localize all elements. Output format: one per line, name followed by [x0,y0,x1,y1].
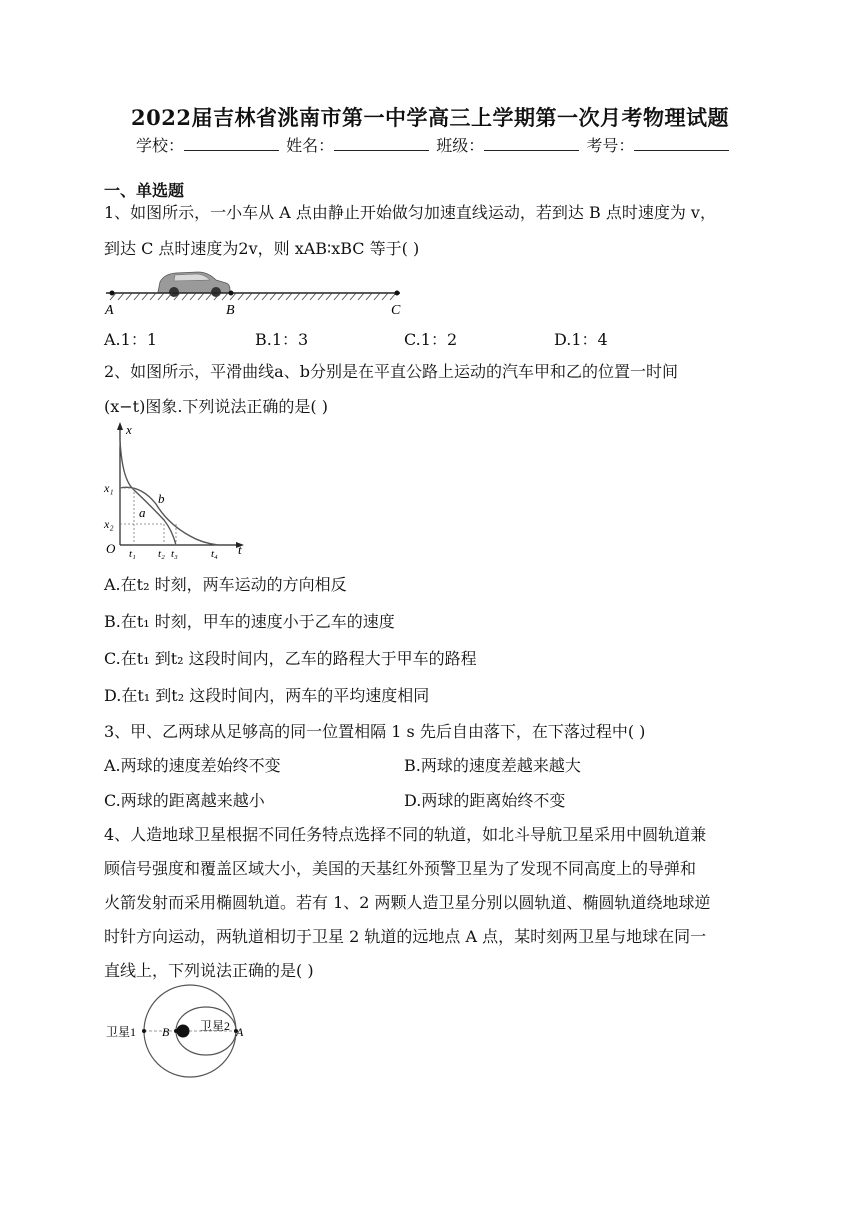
curve-b [120,487,218,545]
ground-hatching [110,293,396,300]
q1-stem-line2: 到达 C 点时速度为2v，则 xAB∶xBC 等于( ) [104,239,420,258]
q1-option-d[interactable]: D.1：4 [554,330,608,349]
point-b-dot [229,291,234,296]
point-b-label: B [162,1025,170,1039]
q4-figure-orbits [100,984,270,1084]
satellite-1-dot [142,1029,146,1033]
q2-option-a[interactable]: A.在t₂ 时刻，两车运动的方向相反 [104,575,347,594]
q3-option-d[interactable]: D.两球的距离始终不变 [404,791,566,810]
exam-no-blank[interactable] [634,136,729,151]
satellite-2-label: 卫星2 [200,1019,231,1033]
school-blank[interactable] [184,136,279,151]
q3-option-b[interactable]: B.两球的速度差越来越大 [404,756,581,775]
q2-option-c[interactable]: C.在t₁ 到t₂ 这段时间内，乙车的路程大于甲车的路程 [104,649,477,668]
q3-option-c[interactable]: C.两球的距离越来越小 [104,791,265,810]
name-label: 姓名： [286,136,335,155]
curve-b-label: b [158,491,165,506]
class-blank[interactable] [484,136,579,151]
student-info-row [136,133,731,156]
q1-stem-line1: 1、如图所示，一小车从 A 点由静止开始做匀加速直线运动，若到达 B 点时速度为 v， [104,203,716,222]
section-title: 一、单选题 [104,181,185,200]
q4-stem-line2: 顾信号强度和覆盖区域大小，美国的天基红外预警卫星为了发现不同高度上的导弹和 [104,859,697,878]
label-c: C [391,303,401,318]
q4-stem-line5: 直线上，下列说法正确的是( ) [104,961,314,980]
point-a-dot [110,291,115,296]
q3-stem: 3、甲、乙两球从足够高的同一位置相隔 1 s 先后自由落下，在下落过程中( ) [104,722,646,741]
t3-label: t₃ [171,548,178,560]
q1-option-a[interactable]: A.1：1 [104,330,158,349]
name-blank[interactable] [334,136,429,151]
class-label: 班级： [436,136,485,155]
q1-option-c[interactable]: C.1：2 [404,330,458,349]
x2-label: x₂ [104,517,114,531]
q1-option-b[interactable]: B.1：3 [255,330,309,349]
satellite-1-label: 卫星1 [106,1025,137,1039]
curve-a-label: a [139,505,146,520]
q2-figure-xt-graph [100,420,250,560]
q4-stem-line3: 火箭发射而采用椭圆轨道。若有 1、2 两颗人造卫星分别以圆轨道、椭圆轨道绕地球逆 [104,893,711,912]
t2-label: t₂ [158,548,165,560]
q1-figure-track [100,262,420,320]
school-label: 学校： [136,136,185,155]
x1-label: x₁ [104,481,114,495]
q4-stem-line4: 时针方向运动，两轨道相切于卫星 2 轨道的远地点 A 点，某时刻两卫星与地球在同一 [104,927,707,946]
earth-icon [177,1025,190,1038]
label-b: B [226,303,235,318]
t-axis-label: t [238,542,242,557]
origin-label: O [106,541,116,556]
point-b-dot [174,1029,178,1033]
q3-option-a[interactable]: A.两球的速度差始终不变 [104,756,281,775]
q2-option-b[interactable]: B.在t₁ 时刻，甲车的速度小于乙车的速度 [104,612,395,631]
document-title: 2022届吉林省洮南市第一中学高三上学期第一次月考物理试题 [131,105,729,130]
label-a: A [105,303,114,318]
x-axis-arrow-icon [117,422,123,430]
q2-stem-line2: (x−t)图象.下列说法正确的是( ) [104,397,329,416]
q2-option-d[interactable]: D.在t₁ 到t₂ 这段时间内，两车的平均速度相同 [104,686,430,705]
t1-label: t₁ [129,548,136,560]
point-a-label: A [236,1025,244,1039]
x-axis-label: x [126,422,132,437]
q4-stem-line1: 4、人造地球卫星根据不同任务特点选择不同的轨道，如北斗导航卫星采用中圆轨道兼 [104,825,707,844]
exam-no-label: 考号： [586,136,635,155]
t4-label: t₄ [211,548,218,560]
curve-a [120,440,176,545]
point-c-dot [395,291,400,296]
q2-stem-line1: 2、如图所示，平滑曲线a、b分别是在平直公路上运动的汽车甲和乙的位置一时间 [104,362,678,381]
